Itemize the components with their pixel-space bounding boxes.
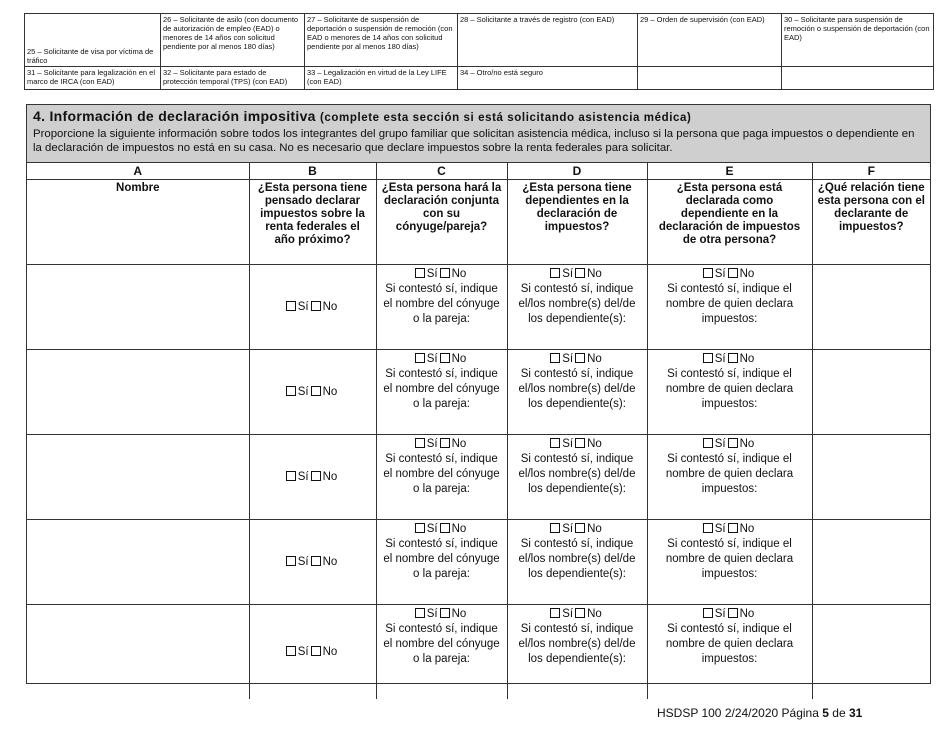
no-label: No [451, 523, 467, 535]
section-title [33, 108, 924, 124]
if-yes-instructions: Si contestó sí, indique el nombre del cónyuge o la pareja: [383, 283, 500, 325]
no-label: No [587, 438, 602, 450]
section-4-tax-filing [26, 104, 931, 684]
no-checkbox[interactable] [575, 353, 585, 363]
joint-filing-cell [376, 520, 507, 605]
if-yes-instructions: Si contestó sí, indique el/los nombre(s) del/de los dependiente(s): [518, 368, 636, 410]
status-cell: 33 – Legalización en virtud de la Ley LIFE (con EAD) [305, 67, 458, 90]
yes-checkbox[interactable] [286, 471, 296, 481]
yes-label: Sí [426, 268, 438, 280]
yes-no-checkboxes [380, 607, 504, 622]
no-checkbox[interactable] [575, 523, 585, 533]
no-label: No [587, 523, 602, 535]
claimed-as-dependent-cell [647, 605, 812, 700]
no-label: No [322, 385, 338, 398]
section-title-text: 4. Información de declaración impositiva [33, 108, 316, 124]
yes-no-checkboxes [253, 385, 373, 400]
page-of: de [832, 706, 846, 720]
column-question: Nombre [27, 180, 249, 265]
status-cell: 25 – Solicitante de visa por víctima de tráfico [25, 14, 161, 67]
relationship-field[interactable] [812, 350, 930, 435]
column-letter: B [249, 163, 376, 180]
relationship-field[interactable] [812, 435, 930, 520]
yes-checkbox[interactable] [550, 438, 560, 448]
yes-label: Sí [297, 300, 309, 313]
status-cell: 31 – Solicitante para legalización en el marco de IRCA (con EAD) [25, 67, 161, 90]
claimed-as-dependent-cell [647, 520, 812, 605]
no-checkbox[interactable] [311, 471, 321, 481]
table-row [27, 350, 930, 435]
no-checkbox[interactable] [728, 523, 738, 533]
if-yes-instructions: Si contestó sí, indique el nombre de quien declara impuestos: [665, 368, 794, 410]
yes-no-checkboxes [511, 267, 644, 282]
no-label: No [739, 438, 755, 450]
yes-checkbox[interactable] [703, 268, 713, 278]
relationship-field[interactable] [812, 265, 930, 350]
relationship-field[interactable] [812, 605, 930, 700]
no-checkbox[interactable] [440, 608, 450, 618]
yes-checkbox[interactable] [703, 523, 713, 533]
status-cell: 29 – Orden de supervisión (con EAD) [638, 14, 782, 67]
yes-checkbox[interactable] [703, 608, 713, 618]
yes-no-checkboxes [511, 437, 644, 452]
no-checkbox[interactable] [728, 268, 738, 278]
yes-no-checkboxes [253, 300, 373, 315]
yes-no-checkboxes [651, 352, 809, 367]
name-field[interactable] [27, 350, 249, 435]
yes-no-checkboxes [380, 267, 504, 282]
column-question: ¿Esta persona hará la declaración conjunta con su cónyuge/pareja? [376, 180, 507, 265]
yes-label: Sí [714, 438, 726, 450]
column-question: ¿Esta persona está declarada como dependiente en la declaración de impuestos de otra persona? [647, 180, 812, 265]
yes-no-checkboxes [651, 522, 809, 537]
yes-no-checkboxes [253, 470, 373, 485]
table-row [27, 435, 930, 520]
no-checkbox[interactable] [728, 438, 738, 448]
yes-no-checkboxes [380, 522, 504, 537]
yes-no-checkboxes [651, 437, 809, 452]
yes-label: Sí [562, 608, 574, 620]
page-total: 31 [848, 706, 863, 720]
no-checkbox[interactable] [440, 353, 450, 363]
table-row [27, 520, 930, 605]
no-checkbox[interactable] [311, 386, 321, 396]
joint-filing-cell [376, 605, 507, 700]
no-label: No [587, 353, 602, 365]
yes-checkbox[interactable] [703, 353, 713, 363]
no-label: No [451, 438, 467, 450]
yes-checkbox[interactable] [415, 438, 425, 448]
status-cell: 32 – Solicitante para estado de protección temporal (TPS) (con EAD) [161, 67, 305, 90]
dependents-cell [507, 520, 647, 605]
yes-label: Sí [297, 555, 309, 568]
yes-label: Sí [714, 523, 726, 535]
yes-checkbox[interactable] [703, 438, 713, 448]
yes-checkbox[interactable] [286, 386, 296, 396]
no-label: No [587, 268, 602, 280]
dependents-cell [507, 265, 647, 350]
section-4-header [27, 105, 930, 163]
yes-checkbox[interactable] [415, 523, 425, 533]
yes-label: Sí [714, 268, 726, 280]
yes-no-checkboxes [651, 267, 809, 282]
status-cell: 28 – Solicitante a través de registro (con EAD) [458, 14, 638, 67]
yes-label: Sí [562, 523, 574, 535]
column-letter: E [647, 163, 812, 180]
yes-no-checkboxes [511, 352, 644, 367]
section-description: Proporcione la siguiente información sobre todos los integrantes del grupo familiar que solicitan asistencia médica, incluso si la persona que paga impuestos o dependiente en la declaración de impuestos no está en su casa. No es necesario que declare impuestos sobre la renta federales para solicitar. [33, 128, 915, 154]
no-label: No [739, 353, 755, 365]
claimed-as-dependent-cell [647, 350, 812, 435]
if-yes-instructions: Si contestó sí, indique el/los nombre(s) del/de los dependiente(s): [518, 283, 636, 325]
yes-label: Sí [562, 268, 574, 280]
claimed-as-dependent-cell [647, 265, 812, 350]
no-label: No [451, 268, 467, 280]
plans-to-file-cell [249, 350, 376, 435]
plans-to-file-cell [249, 520, 376, 605]
column-letter: D [507, 163, 647, 180]
section-title-note: (complete esta sección si está solicitando asistencia médica) [319, 112, 692, 124]
if-yes-instructions: Si contestó sí, indique el nombre del cónyuge o la pareja: [383, 368, 500, 410]
yes-no-checkboxes [380, 437, 504, 452]
no-label: No [322, 555, 338, 568]
immigration-status-table [24, 13, 934, 90]
yes-label: Sí [297, 385, 309, 398]
yes-checkbox[interactable] [550, 608, 560, 618]
column-letter: F [812, 163, 930, 180]
status-cell: 26 – Solicitante de asilo (con documento de autorización de empleo (EAD) o menores de 14 años con solicitud pendiente por al menos 180 días) [161, 14, 305, 67]
relationship-field[interactable] [812, 520, 930, 605]
if-yes-instructions: Si contestó sí, indique el nombre de quien declara impuestos: [665, 538, 794, 580]
yes-label: Sí [297, 470, 309, 483]
yes-checkbox[interactable] [415, 268, 425, 278]
name-field[interactable] [27, 520, 249, 605]
no-label: No [587, 608, 602, 620]
dependents-cell [507, 350, 647, 435]
status-cell: 34 – Otro/no está seguro [458, 67, 638, 90]
yes-label: Sí [714, 608, 726, 620]
if-yes-instructions: Si contestó sí, indique el nombre de quien declara impuestos: [665, 623, 794, 665]
column-question: ¿Esta persona tiene dependientes en la declaración de impuestos? [507, 180, 647, 265]
no-label: No [739, 608, 755, 620]
yes-no-checkboxes [651, 607, 809, 622]
no-label: No [739, 523, 755, 535]
dependents-cell [507, 605, 647, 700]
status-cell [638, 67, 782, 90]
no-checkbox[interactable] [575, 268, 585, 278]
no-checkbox[interactable] [311, 646, 321, 656]
joint-filing-cell [376, 435, 507, 520]
claimed-as-dependent-cell [647, 435, 812, 520]
yes-checkbox[interactable] [550, 268, 560, 278]
status-cell [782, 67, 934, 90]
yes-label: Sí [426, 523, 438, 535]
yes-checkbox[interactable] [550, 523, 560, 533]
table-row [27, 265, 930, 350]
form-id: HSDSP 100 2/24/2020 Página [657, 706, 819, 720]
column-question: ¿Esta persona tiene pensado declarar impuestos sobre la renta federales el año próximo? [249, 180, 376, 265]
yes-label: Sí [714, 353, 726, 365]
table-row [27, 605, 930, 700]
no-checkbox[interactable] [440, 438, 450, 448]
yes-checkbox[interactable] [286, 646, 296, 656]
plans-to-file-cell [249, 435, 376, 520]
yes-no-checkboxes [380, 352, 504, 367]
yes-checkbox[interactable] [550, 353, 560, 363]
if-yes-instructions: Si contestó sí, indique el nombre del cónyuge o la pareja: [383, 623, 500, 665]
yes-no-checkboxes [511, 522, 644, 537]
status-cell: 27 – Solicitante de suspensión de deportación o suspensión de remoción (con EAD o menores de 14 años con solicitud pendiente por al menos 180 días) [305, 14, 458, 67]
no-label: No [451, 608, 467, 620]
no-checkbox[interactable] [575, 438, 585, 448]
no-checkbox[interactable] [728, 353, 738, 363]
no-label: No [451, 353, 467, 365]
no-checkbox[interactable] [728, 608, 738, 618]
no-label: No [322, 300, 338, 313]
column-letter: C [376, 163, 507, 180]
name-field[interactable] [27, 265, 249, 350]
yes-checkbox[interactable] [286, 301, 296, 311]
page-footer [657, 706, 862, 720]
yes-label: Sí [426, 353, 438, 365]
yes-no-checkboxes [253, 555, 373, 570]
no-checkbox[interactable] [311, 556, 321, 566]
plans-to-file-cell [249, 265, 376, 350]
if-yes-instructions: Si contestó sí, indique el nombre de quien declara impuestos: [665, 283, 794, 325]
yes-no-checkboxes [511, 607, 644, 622]
if-yes-instructions: Si contestó sí, indique el nombre de quien declara impuestos: [665, 453, 794, 495]
yes-checkbox[interactable] [415, 608, 425, 618]
name-field[interactable] [27, 435, 249, 520]
yes-label: Sí [297, 645, 309, 658]
no-checkbox[interactable] [440, 268, 450, 278]
yes-checkbox[interactable] [286, 556, 296, 566]
no-label: No [739, 268, 755, 280]
no-checkbox[interactable] [575, 608, 585, 618]
yes-label: Sí [562, 438, 574, 450]
dependents-cell [507, 435, 647, 520]
status-cell: 30 – Solicitante para suspensión de remoción o suspensión de deportación (con EAD) [782, 14, 934, 67]
yes-checkbox[interactable] [415, 353, 425, 363]
if-yes-instructions: Si contestó sí, indique el/los nombre(s) del/de los dependiente(s): [518, 453, 636, 495]
if-yes-instructions: Si contestó sí, indique el/los nombre(s) del/de los dependiente(s): [518, 538, 636, 580]
no-label: No [322, 470, 338, 483]
joint-filing-cell [376, 350, 507, 435]
page-number: 5 [822, 706, 829, 720]
no-label: No [322, 645, 338, 658]
yes-label: Sí [562, 353, 574, 365]
if-yes-instructions: Si contestó sí, indique el nombre del cónyuge o la pareja: [383, 453, 500, 495]
yes-label: Sí [426, 438, 438, 450]
if-yes-instructions: Si contestó sí, indique el/los nombre(s) del/de los dependiente(s): [518, 623, 636, 665]
if-yes-instructions: Si contestó sí, indique el nombre del cónyuge o la pareja: [383, 538, 500, 580]
tax-filing-table [27, 163, 930, 699]
yes-label: Sí [426, 608, 438, 620]
no-checkbox[interactable] [311, 301, 321, 311]
plans-to-file-cell [249, 605, 376, 700]
yes-no-checkboxes [253, 645, 373, 660]
name-field[interactable] [27, 605, 249, 700]
column-letter: A [27, 163, 249, 180]
no-checkbox[interactable] [440, 523, 450, 533]
column-question: ¿Qué relación tiene esta persona con el declarante de impuestos? [812, 180, 930, 265]
joint-filing-cell [376, 265, 507, 350]
